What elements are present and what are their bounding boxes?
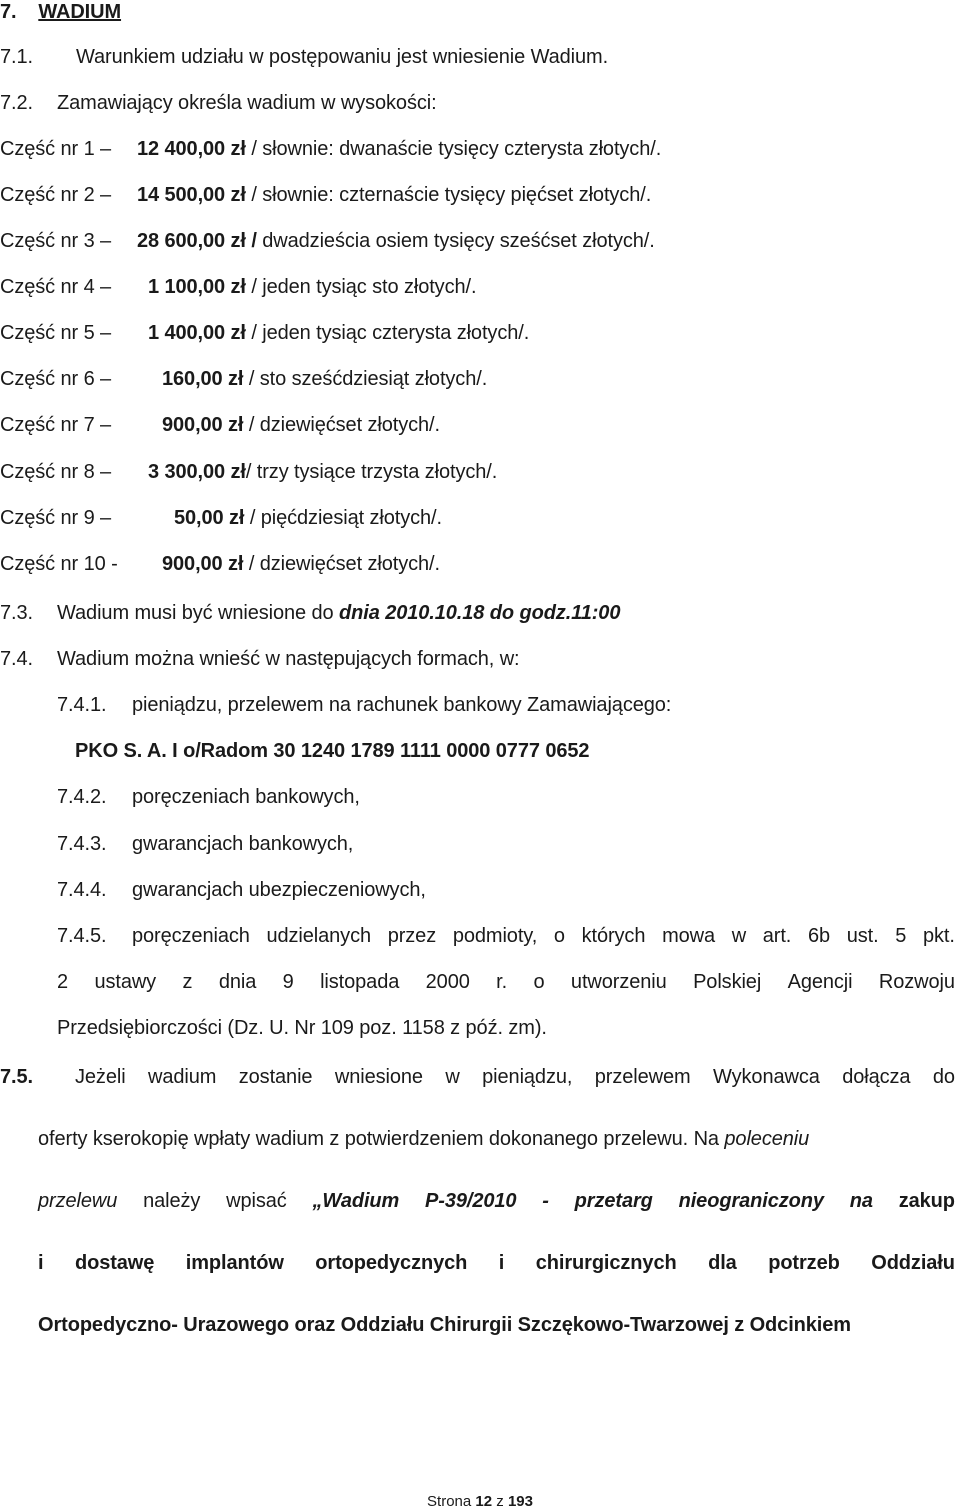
part-amount: 28 600,00 zł /	[137, 230, 257, 252]
paragraph-text: Zamawiający określa wadium w wysokości:	[57, 92, 437, 114]
word: 9	[282, 971, 294, 993]
part-amount-words: / jeden tysiąc sto złotych/.	[245, 276, 477, 298]
paragraph-7-1	[0, 45, 609, 69]
part-row	[0, 460, 498, 484]
deadline: dnia 2010.10.18 do godz.11:00	[339, 602, 621, 624]
part-row	[0, 275, 477, 299]
paragraph-text: Wadium musi być wniesione do	[57, 602, 340, 624]
word: na	[849, 1190, 873, 1212]
paragraph-7-4-4	[57, 878, 426, 902]
part-amount: 12 400,00 zł	[137, 138, 246, 160]
section-heading	[0, 0, 121, 24]
part-amount: 50,00 zł	[174, 507, 245, 529]
part-row	[0, 413, 440, 437]
word: P-39/2010	[425, 1190, 517, 1212]
paragraph-number: 7.4.5.	[57, 925, 107, 947]
paragraph-7-5-line5: Ortopedyczno- Urazowego oraz Oddziału Chirurgii Szczękowo-Twarzowej z Odcinkiem	[38, 1314, 851, 1336]
word: mowa	[662, 925, 716, 947]
word: przelewu	[38, 1190, 118, 1212]
word: ust.	[846, 925, 879, 947]
word: potrzeb	[768, 1252, 840, 1274]
part-label: Część nr 9 –	[0, 507, 112, 529]
word: Jeżeli	[75, 1066, 126, 1088]
paragraph-text: gwarancjach ubezpieczeniowych,	[132, 879, 426, 901]
word: do	[932, 1066, 955, 1088]
word: o	[533, 971, 545, 993]
part-amount-words: / słownie: dwanaście tysięcy czterysta złotych/.	[245, 138, 662, 160]
word: w	[731, 925, 747, 947]
paragraph-text: Warunkiem udziału w postępowaniu jest wniesienie Wadium.	[76, 46, 609, 68]
word: -	[542, 1190, 549, 1212]
word: 2	[57, 971, 69, 993]
word: przez	[387, 925, 437, 947]
footer-prefix: Strona	[427, 1493, 476, 1510]
part-amount-words: / pięćdziesiąt złotych/.	[244, 507, 442, 529]
part-amount: 1 100,00 zł	[148, 276, 246, 298]
word: przetarg	[574, 1190, 653, 1212]
paragraph-7-4-5-line3: Przedsiębiorczości (Dz. U. Nr 109 poz. 1158 z póź. zm).	[57, 1017, 547, 1039]
paragraph-7-2	[0, 91, 437, 115]
text-run-italic: poleceniu	[724, 1128, 810, 1150]
word: poręczeniach	[132, 925, 250, 947]
paragraph-7-5-line1	[75, 1065, 955, 1089]
part-label: Część nr 3 –	[0, 230, 112, 252]
part-amount-words: / dziewięćset złotych/.	[243, 414, 440, 436]
word: 6b	[807, 925, 831, 947]
word: pieniądzu,	[482, 1066, 573, 1088]
part-label: Część nr 4 –	[0, 276, 112, 298]
word: ustawy	[94, 971, 157, 993]
word: art.	[762, 925, 792, 947]
word: chirurgicznych	[535, 1252, 677, 1274]
part-label: Część nr 6 –	[0, 368, 112, 390]
part-row	[0, 506, 442, 530]
word: Agencji	[787, 971, 853, 993]
paragraph-7-3	[0, 601, 621, 625]
paragraph-number: 7.4.1.	[57, 694, 107, 716]
part-amount: 900,00 zł	[162, 414, 244, 436]
page-number: 12	[475, 1493, 493, 1510]
word: wadium	[147, 1066, 217, 1088]
part-label: Część nr 8 –	[0, 461, 112, 483]
paragraph-number: 7.4.3.	[57, 833, 107, 855]
word: należy	[143, 1190, 201, 1212]
part-amount: 1 400,00 zł	[148, 322, 246, 344]
page-total: 193	[507, 1493, 533, 1510]
word: o	[553, 925, 565, 947]
word: wniesione	[334, 1066, 423, 1088]
part-row	[0, 552, 440, 576]
word: w	[445, 1066, 460, 1088]
section-number: 7.	[0, 1, 17, 23]
paragraph-7-4-5-line2	[57, 970, 955, 994]
part-row	[0, 321, 530, 345]
footer-separator: z	[492, 1493, 508, 1510]
paragraph-text: gwarancjach bankowych,	[132, 833, 354, 855]
part-amount-words: / dziewięćset złotych/.	[243, 553, 440, 575]
paragraph-text: Wadium można wnieść w następujących formach, w:	[57, 648, 520, 670]
paragraph-number: 7.2.	[0, 92, 33, 114]
paragraph-7-4-3	[57, 832, 354, 856]
paragraph-number: 7.4.2.	[57, 786, 107, 808]
word: przelewem	[594, 1066, 691, 1088]
word: Oddziału	[871, 1252, 955, 1274]
word: Polskiej	[693, 971, 762, 993]
word: „Wadium	[312, 1190, 400, 1212]
page-footer	[0, 1492, 960, 1512]
word: dostawę	[74, 1252, 155, 1274]
part-amount: 14 500,00 zł	[137, 184, 246, 206]
bank-account: PKO S. A. I o/Radom 30 1240 1789 1111 0000 0777 0652	[75, 740, 590, 762]
part-row	[0, 229, 655, 253]
word: ortopedycznych	[315, 1252, 468, 1274]
paragraph-number: 7.3.	[0, 602, 33, 624]
word: 2000	[425, 971, 470, 993]
paragraph-7-5-line3	[38, 1189, 955, 1213]
word: Rozwoju	[878, 971, 955, 993]
paragraph-7-5-line2	[38, 1127, 809, 1151]
word: i	[38, 1252, 44, 1274]
word: implantów	[185, 1252, 284, 1274]
part-label: Część nr 1 –	[0, 138, 112, 160]
word: i	[498, 1252, 505, 1274]
word: listopada	[320, 971, 400, 993]
paragraph-number: 7.4.4.	[57, 879, 107, 901]
word: zostanie	[238, 1066, 313, 1088]
word: podmioty,	[452, 925, 538, 947]
word: utworzeniu	[570, 971, 667, 993]
paragraph-7-4-5-line1	[132, 924, 955, 948]
word: z	[182, 971, 193, 993]
paragraph-7-4-1	[57, 693, 672, 717]
part-amount: 160,00 zł	[162, 368, 244, 390]
part-label: Część nr 2 –	[0, 184, 112, 206]
part-amount-words: / trzy tysiące trzysta złotych/.	[245, 461, 498, 483]
word: Wykonawca	[713, 1066, 820, 1088]
word: dla	[708, 1252, 737, 1274]
text-run: oferty kserokopię wpłaty wadium z potwierdzeniem dokonanego przelewu. Na	[38, 1128, 725, 1150]
paragraph-number: 7.4.	[0, 648, 33, 670]
part-amount: 3 300,00 zł	[148, 461, 246, 483]
paragraph-text: poręczeniach bankowych,	[132, 786, 360, 808]
word: pkt.	[923, 925, 955, 947]
part-label: Część nr 5 –	[0, 322, 112, 344]
part-row	[0, 367, 488, 391]
part-amount: 900,00 zł	[162, 553, 244, 575]
part-amount-words: dwadzieścia osiem tysięcy sześćset złotych/.	[256, 230, 655, 252]
word: r.	[496, 971, 508, 993]
paragraph-7-4-5	[57, 924, 106, 948]
part-label: Część nr 10 -	[0, 553, 118, 575]
paragraph-7-4-2	[57, 785, 360, 809]
word: 5	[895, 925, 907, 947]
section-title: WADIUM	[38, 1, 122, 23]
paragraph-7-4	[0, 647, 520, 671]
part-amount-words: / słownie: czternaście tysięcy pięćset złotych/.	[245, 184, 652, 206]
paragraph-text: pieniądzu, przelewem na rachunek bankowy Zamawiającego:	[132, 694, 672, 716]
paragraph-7-5-line4	[38, 1251, 955, 1275]
part-amount-words: / sto sześćdziesiąt złotych/.	[243, 368, 488, 390]
word: dnia	[218, 971, 257, 993]
paragraph-number: 7.1.	[0, 46, 33, 68]
word: wpisać	[226, 1190, 287, 1212]
part-label: Część nr 7 –	[0, 414, 112, 436]
word: udzielanych	[266, 925, 371, 947]
word: zakup	[898, 1190, 955, 1212]
part-amount-words: / jeden tysiąc czterysta złotych/.	[245, 322, 530, 344]
paragraph-7-5-number: 7.5.	[0, 1066, 33, 1088]
word: których	[581, 925, 646, 947]
part-row	[0, 183, 652, 207]
word: dołącza	[842, 1066, 911, 1088]
word: nieograniczony	[678, 1190, 824, 1212]
part-row	[0, 137, 662, 161]
